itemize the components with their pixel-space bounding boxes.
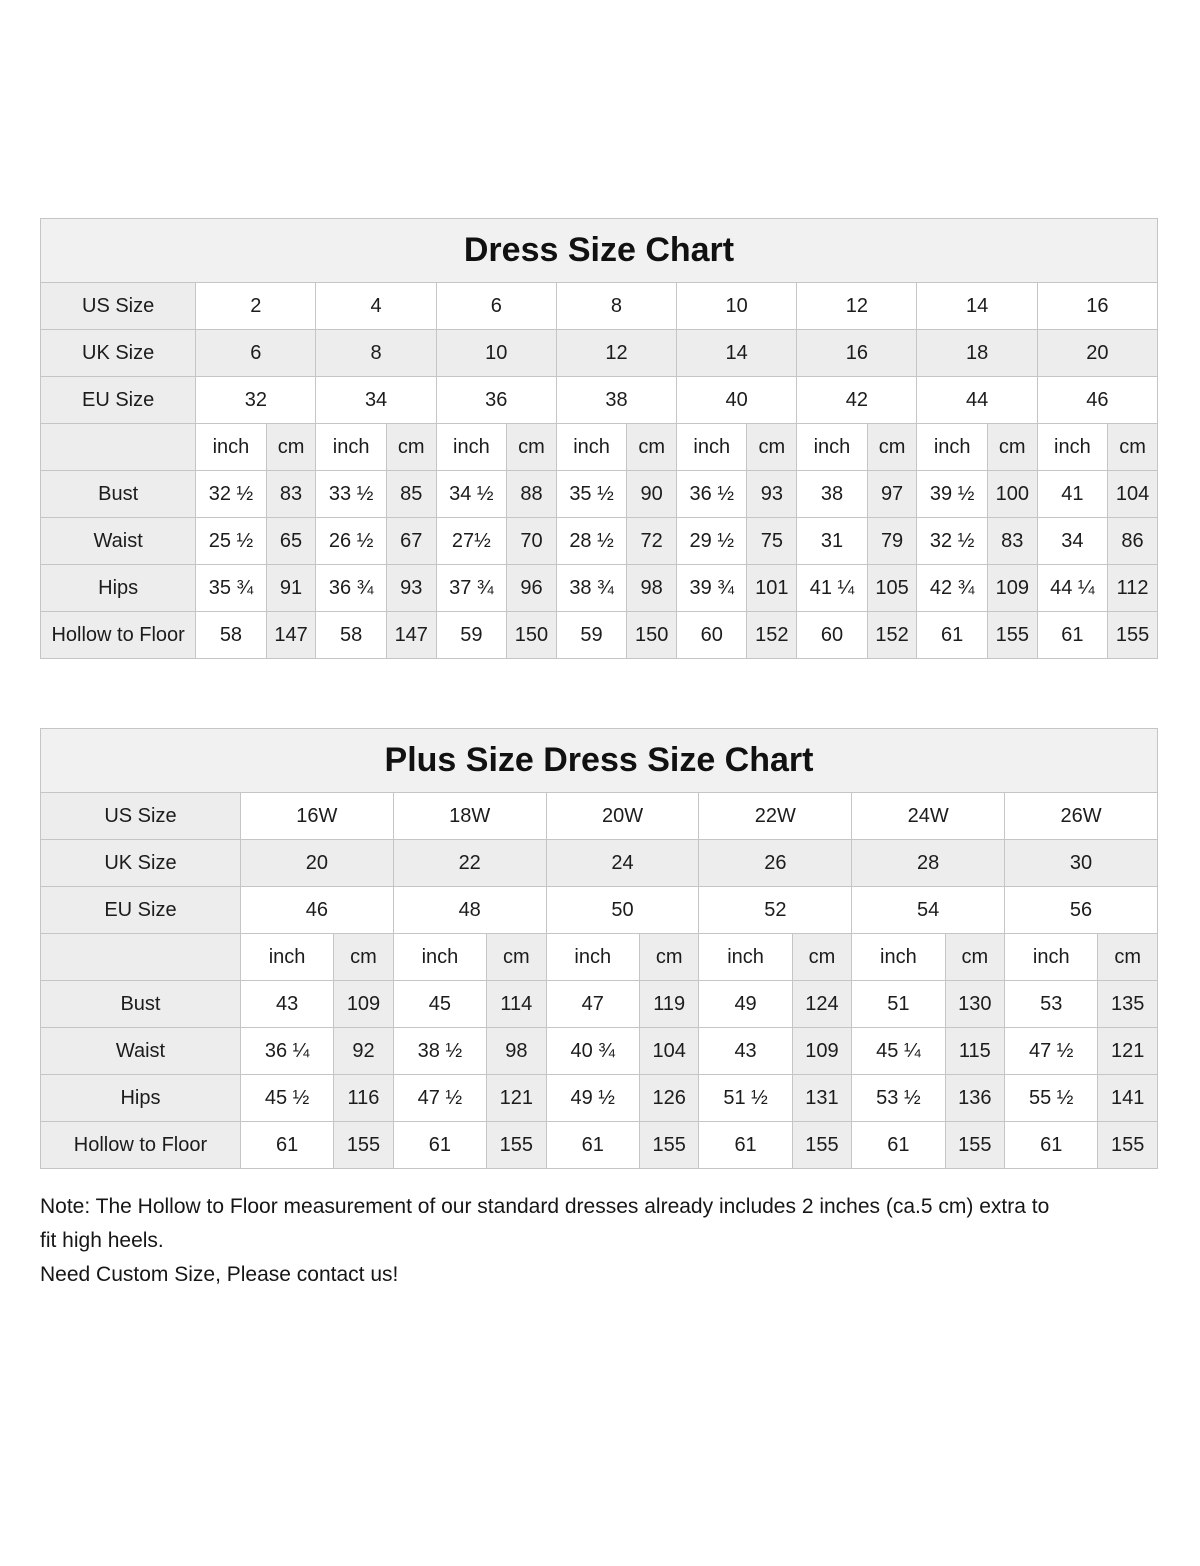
measure-value-cm: 130 [945, 981, 1005, 1028]
measure-value-inch: 41 [1037, 471, 1107, 518]
size-value: 22W [699, 793, 852, 840]
measure-value-inch: 40 ¾ [546, 1028, 639, 1075]
measure-value-cm: 135 [1098, 981, 1158, 1028]
measure-value-inch: 47 ½ [1005, 1028, 1098, 1075]
unit-header-row [41, 424, 1158, 471]
size-value: 24W [852, 793, 1005, 840]
size-value: 12 [797, 283, 917, 330]
measure-value-inch: 51 [852, 981, 945, 1028]
size-value: 10 [677, 283, 797, 330]
measure-value-cm: 147 [386, 612, 436, 659]
size-row [41, 283, 1158, 330]
measure-value-cm: 155 [1108, 612, 1158, 659]
size-value: 20 [1037, 330, 1157, 377]
unit-label-inch: inch [1037, 424, 1107, 471]
measure-value-cm: 155 [945, 1122, 1005, 1169]
measure-value-cm: 150 [627, 612, 677, 659]
size-value: 42 [797, 377, 917, 424]
measure-value-inch: 43 [240, 981, 333, 1028]
measure-value-inch: 38 ¾ [556, 565, 626, 612]
measure-value-inch: 36 ¾ [316, 565, 386, 612]
unit-label-inch: inch [546, 934, 639, 981]
note-block [40, 1190, 1158, 1292]
unit-label-cm: cm [792, 934, 852, 981]
measure-value-inch: 27½ [436, 518, 506, 565]
size-row [41, 793, 1158, 840]
measure-value-cm: 109 [792, 1028, 852, 1075]
size-value: 12 [556, 330, 676, 377]
measure-value-cm: 67 [386, 518, 436, 565]
measure-value-cm: 90 [627, 471, 677, 518]
row-label: US Size [41, 793, 241, 840]
measure-value-inch: 45 ¼ [852, 1028, 945, 1075]
table-title-row [41, 219, 1158, 283]
measure-value-cm: 93 [386, 565, 436, 612]
measure-value-inch: 59 [436, 612, 506, 659]
measure-value-cm: 86 [1108, 518, 1158, 565]
unit-label-cm: cm [867, 424, 917, 471]
size-value: 30 [1005, 840, 1158, 887]
size-value: 40 [677, 377, 797, 424]
size-value: 28 [852, 840, 1005, 887]
row-label: Waist [41, 518, 196, 565]
measure-value-cm: 92 [334, 1028, 394, 1075]
measure-value-inch: 32 ½ [196, 471, 266, 518]
measure-value-inch: 45 [393, 981, 486, 1028]
measure-row [41, 1028, 1158, 1075]
measure-value-inch: 61 [240, 1122, 333, 1169]
measure-row [41, 518, 1158, 565]
measure-value-cm: 88 [507, 471, 557, 518]
measure-value-inch: 38 [797, 471, 867, 518]
measure-value-cm: 75 [747, 518, 797, 565]
unit-label-cm: cm [1098, 934, 1158, 981]
measure-value-inch: 31 [797, 518, 867, 565]
size-value: 4 [316, 283, 436, 330]
size-value: 10 [436, 330, 556, 377]
row-label: US Size [41, 283, 196, 330]
measure-value-inch: 39 ½ [917, 471, 987, 518]
size-value: 48 [393, 887, 546, 934]
size-value: 24 [546, 840, 699, 887]
measure-value-inch: 45 ½ [240, 1075, 333, 1122]
measure-value-inch: 58 [316, 612, 386, 659]
measure-value-cm: 155 [334, 1122, 394, 1169]
size-value: 26W [1005, 793, 1158, 840]
measure-value-cm: 85 [386, 471, 436, 518]
measure-row [41, 981, 1158, 1028]
measure-value-inch: 43 [699, 1028, 792, 1075]
measure-value-cm: 152 [867, 612, 917, 659]
measure-value-inch: 44 ¼ [1037, 565, 1107, 612]
measure-value-inch: 32 ½ [917, 518, 987, 565]
unit-label-inch: inch [797, 424, 867, 471]
measure-value-inch: 60 [677, 612, 747, 659]
measure-value-cm: 65 [266, 518, 316, 565]
measure-value-cm: 136 [945, 1075, 1005, 1122]
size-value: 50 [546, 887, 699, 934]
table-title-row [41, 729, 1158, 793]
measure-value-cm: 112 [1108, 565, 1158, 612]
measure-value-cm: 98 [627, 565, 677, 612]
size-value: 46 [240, 887, 393, 934]
measure-value-inch: 38 ½ [393, 1028, 486, 1075]
unit-label-cm: cm [627, 424, 677, 471]
row-label: Bust [41, 471, 196, 518]
size-value: 52 [699, 887, 852, 934]
unit-row-spacer [41, 424, 196, 471]
measure-value-cm: 79 [867, 518, 917, 565]
size-value: 16W [240, 793, 393, 840]
measure-value-cm: 98 [487, 1028, 547, 1075]
unit-label-inch: inch [393, 934, 486, 981]
standard-size-chart-table [40, 218, 1158, 659]
measure-value-inch: 53 [1005, 981, 1098, 1028]
measure-value-cm: 83 [987, 518, 1037, 565]
unit-label-cm: cm [1108, 424, 1158, 471]
unit-label-cm: cm [334, 934, 394, 981]
size-value: 20W [546, 793, 699, 840]
measure-value-cm: 155 [639, 1122, 699, 1169]
measure-value-cm: 155 [487, 1122, 547, 1169]
plus-size-chart-table [40, 728, 1158, 1169]
measure-value-inch: 39 ¾ [677, 565, 747, 612]
measure-value-inch: 29 ½ [677, 518, 747, 565]
measure-value-inch: 34 ½ [436, 471, 506, 518]
size-value: 6 [436, 283, 556, 330]
measure-value-cm: 72 [627, 518, 677, 565]
measure-value-cm: 124 [792, 981, 852, 1028]
unit-label-cm: cm [945, 934, 1005, 981]
measure-value-cm: 104 [1108, 471, 1158, 518]
size-value: 8 [316, 330, 436, 377]
size-value: 44 [917, 377, 1037, 424]
unit-label-cm: cm [987, 424, 1037, 471]
unit-label-inch: inch [677, 424, 747, 471]
measure-value-inch: 35 ½ [556, 471, 626, 518]
measure-value-inch: 33 ½ [316, 471, 386, 518]
row-label: Waist [41, 1028, 241, 1075]
measure-value-inch: 47 [546, 981, 639, 1028]
measure-value-cm: 104 [639, 1028, 699, 1075]
measure-value-cm: 121 [487, 1075, 547, 1122]
measure-value-cm: 152 [747, 612, 797, 659]
measure-value-inch: 36 ½ [677, 471, 747, 518]
unit-label-cm: cm [639, 934, 699, 981]
measure-row [41, 1075, 1158, 1122]
measure-value-inch: 61 [393, 1122, 486, 1169]
measure-value-inch: 37 ¾ [436, 565, 506, 612]
measure-value-inch: 61 [546, 1122, 639, 1169]
size-value: 18W [393, 793, 546, 840]
measure-value-inch: 47 ½ [393, 1075, 486, 1122]
unit-label-inch: inch [316, 424, 386, 471]
measure-value-inch: 34 [1037, 518, 1107, 565]
measure-value-cm: 93 [747, 471, 797, 518]
measure-value-inch: 59 [556, 612, 626, 659]
measure-value-cm: 100 [987, 471, 1037, 518]
measure-value-cm: 91 [266, 565, 316, 612]
measure-value-cm: 147 [266, 612, 316, 659]
row-label: Hips [41, 565, 196, 612]
unit-label-inch: inch [1005, 934, 1098, 981]
measure-value-cm: 150 [507, 612, 557, 659]
measure-value-cm: 97 [867, 471, 917, 518]
size-value: 34 [316, 377, 436, 424]
size-value: 16 [797, 330, 917, 377]
unit-label-cm: cm [487, 934, 547, 981]
measure-value-inch: 61 [1005, 1122, 1098, 1169]
measure-value-cm: 109 [987, 565, 1037, 612]
measure-value-inch: 41 ¼ [797, 565, 867, 612]
measure-value-cm: 105 [867, 565, 917, 612]
size-value: 16 [1037, 283, 1157, 330]
unit-label-cm: cm [507, 424, 557, 471]
size-value: 46 [1037, 377, 1157, 424]
unit-label-cm: cm [266, 424, 316, 471]
measure-value-inch: 55 ½ [1005, 1075, 1098, 1122]
unit-label-cm: cm [386, 424, 436, 471]
measure-value-inch: 49 ½ [546, 1075, 639, 1122]
note-line-1: Note: The Hollow to Floor measurement of our standard dresses already includes 2 inches (ca.5 cm) extra to [40, 1195, 1050, 1218]
row-label: Hollow to Floor [41, 612, 196, 659]
size-value: 38 [556, 377, 676, 424]
measure-value-cm: 115 [945, 1028, 1005, 1075]
unit-label-inch: inch [240, 934, 333, 981]
size-value: 32 [196, 377, 316, 424]
size-row [41, 887, 1158, 934]
unit-label-inch: inch [436, 424, 506, 471]
row-label: Hollow to Floor [41, 1122, 241, 1169]
measure-value-inch: 61 [699, 1122, 792, 1169]
size-row [41, 330, 1158, 377]
size-value: 56 [1005, 887, 1158, 934]
size-value: 8 [556, 283, 676, 330]
measure-row [41, 612, 1158, 659]
row-label: EU Size [41, 887, 241, 934]
table-title: Plus Size Dress Size Chart [41, 729, 1158, 793]
measure-value-inch: 28 ½ [556, 518, 626, 565]
measure-value-inch: 26 ½ [316, 518, 386, 565]
measure-value-cm: 119 [639, 981, 699, 1028]
measure-value-inch: 25 ½ [196, 518, 266, 565]
size-value: 54 [852, 887, 1005, 934]
unit-header-row [41, 934, 1158, 981]
unit-row-spacer [41, 934, 241, 981]
note-line-3: Need Custom Size, Please contact us! [40, 1263, 399, 1286]
measure-value-inch: 35 ¾ [196, 565, 266, 612]
measure-value-cm: 121 [1098, 1028, 1158, 1075]
measure-value-cm: 96 [507, 565, 557, 612]
row-label: Bust [41, 981, 241, 1028]
measure-value-cm: 155 [987, 612, 1037, 659]
table-title: Dress Size Chart [41, 219, 1158, 283]
measure-value-cm: 114 [487, 981, 547, 1028]
row-label: EU Size [41, 377, 196, 424]
measure-value-cm: 131 [792, 1075, 852, 1122]
measure-value-cm: 83 [266, 471, 316, 518]
row-label: Hips [41, 1075, 241, 1122]
measure-value-cm: 155 [792, 1122, 852, 1169]
measure-value-inch: 51 ½ [699, 1075, 792, 1122]
measure-value-inch: 60 [797, 612, 867, 659]
measure-value-cm: 126 [639, 1075, 699, 1122]
measure-value-inch: 61 [1037, 612, 1107, 659]
measure-value-inch: 42 ¾ [917, 565, 987, 612]
unit-label-inch: inch [917, 424, 987, 471]
note-line-2: fit high heels. [40, 1229, 164, 1252]
measure-value-cm: 109 [334, 981, 394, 1028]
size-row [41, 377, 1158, 424]
measure-value-cm: 70 [507, 518, 557, 565]
measure-value-inch: 61 [852, 1122, 945, 1169]
size-value: 26 [699, 840, 852, 887]
measure-row [41, 565, 1158, 612]
size-value: 2 [196, 283, 316, 330]
unit-label-inch: inch [556, 424, 626, 471]
measure-row [41, 471, 1158, 518]
measure-value-inch: 61 [917, 612, 987, 659]
size-value: 22 [393, 840, 546, 887]
measure-value-cm: 155 [1098, 1122, 1158, 1169]
row-label: UK Size [41, 330, 196, 377]
measure-value-inch: 53 ½ [852, 1075, 945, 1122]
measure-value-inch: 49 [699, 981, 792, 1028]
unit-label-inch: inch [699, 934, 792, 981]
measure-value-cm: 101 [747, 565, 797, 612]
unit-label-inch: inch [852, 934, 945, 981]
size-row [41, 840, 1158, 887]
size-value: 20 [240, 840, 393, 887]
size-value: 14 [917, 283, 1037, 330]
measure-value-inch: 36 ¼ [240, 1028, 333, 1075]
size-value: 14 [677, 330, 797, 377]
measure-row [41, 1122, 1158, 1169]
unit-label-cm: cm [747, 424, 797, 471]
unit-label-inch: inch [196, 424, 266, 471]
measure-value-inch: 58 [196, 612, 266, 659]
size-value: 18 [917, 330, 1037, 377]
size-value: 6 [196, 330, 316, 377]
measure-value-cm: 141 [1098, 1075, 1158, 1122]
measure-value-cm: 116 [334, 1075, 394, 1122]
row-label: UK Size [41, 840, 241, 887]
size-value: 36 [436, 377, 556, 424]
